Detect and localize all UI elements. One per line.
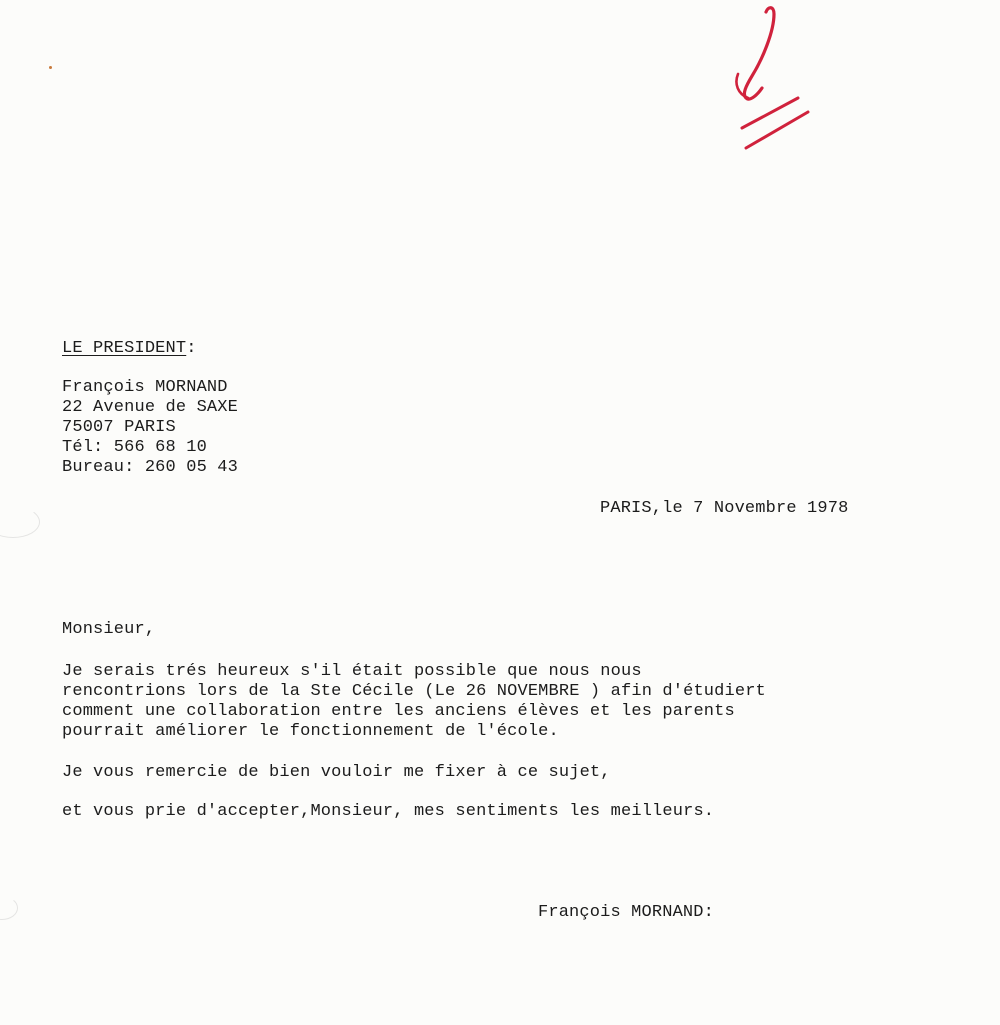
title-text: LE PRESIDENT: [62, 339, 187, 358]
sender-street: 22 Avenue de SAXE: [62, 398, 238, 417]
punch-hole-mark: [0, 896, 18, 920]
sender-phone: Tél: 566 68 10: [62, 438, 207, 457]
salutation: Monsieur,: [62, 620, 156, 639]
letterhead-title: [62, 339, 197, 359]
sender-office-phone: Bureau: 260 05 43: [62, 458, 238, 477]
body-line-4: pourrait améliorer le fonctionnement de l'école.: [62, 722, 559, 741]
date-line: PARIS,le 7 Novembre 1978: [600, 499, 849, 518]
body-line-1: Je serais trés heureux s'il était possible que nous nous: [62, 662, 642, 681]
body-paragraph-2: Je vous remercie de bien vouloir me fixer à ce sujet,: [62, 763, 611, 782]
closing-line: et vous prie d'accepter,Monsieur, mes sentiments les meilleurs.: [62, 802, 715, 821]
paper-speck: [49, 66, 52, 69]
red-annotation-mark: [728, 2, 818, 160]
body-line-3: comment une collaboration entre les anciens élèves et les parents: [62, 702, 735, 721]
sender-name: François MORNAND: [62, 378, 228, 397]
punch-hole-mark: [0, 506, 40, 538]
title-colon: :: [186, 339, 197, 358]
body-line-2: rencontrions lors de la Ste Cécile (Le 26 NOVEMBRE ) afin d'étudiert: [62, 682, 766, 701]
sender-city: 75007 PARIS: [62, 418, 176, 437]
signature: François MORNAND:: [538, 903, 714, 922]
